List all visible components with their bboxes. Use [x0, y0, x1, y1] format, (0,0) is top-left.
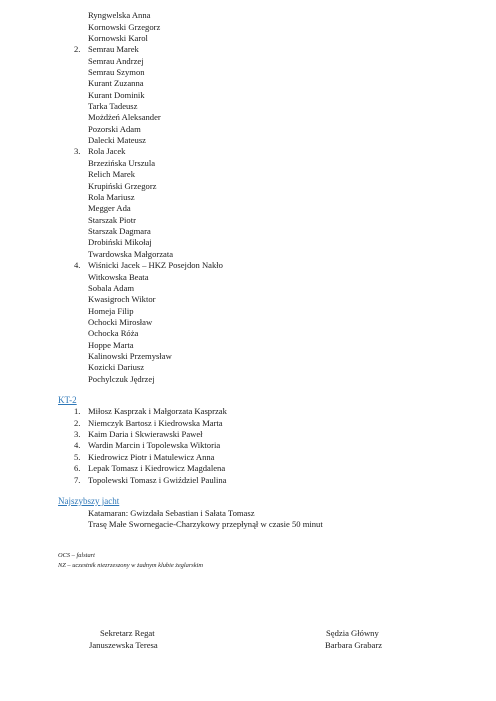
crew-name: Kwasigroch Wiktor: [88, 294, 156, 304]
result-entry: Topolewski Tomasz i Gwiździel Paulina: [88, 475, 227, 485]
crew-name: Rola Jacek: [88, 146, 126, 156]
crew-name: Starszak Dagmara: [88, 226, 151, 236]
result-number: 7.: [74, 475, 81, 485]
secretary-name: Januszewska Teresa: [89, 640, 158, 650]
section-heading-fastest-yacht: Najszybszy jacht: [58, 496, 120, 506]
crew-name: Ochocka Róża: [88, 328, 139, 338]
result-number: 4.: [74, 440, 81, 450]
result-entry: Kiedrowicz Piotr i Matulewicz Anna: [88, 452, 215, 462]
crew-name: Dalecki Mateusz: [88, 135, 146, 145]
result-number: 2.: [74, 418, 81, 428]
crew-name: Kozicki Dariusz: [88, 362, 145, 372]
note-ocs: OCS – falstart: [58, 552, 95, 559]
result-entry: Kaim Daria i Skwierawski Paweł: [88, 429, 203, 439]
crew-name: Relich Marek: [88, 169, 136, 179]
crew-name: Kalinowski Przemysław: [88, 351, 172, 361]
crew-number: 2.: [74, 44, 81, 54]
crew-name: Homeja Filip: [88, 306, 134, 316]
crew-name: Rola Mariusz: [88, 192, 135, 202]
crew-name: Drobiński Mikołaj: [88, 237, 152, 247]
result-number: 6.: [74, 463, 81, 473]
fastest-yacht-time: Trasę Małe Swornegacie-Charzykowy przepłynął w czasie 50 minut: [88, 519, 323, 529]
crew-name: Starszak Piotr: [88, 215, 136, 225]
crew-name: Hoppe Marta: [88, 340, 134, 350]
result-entry: Niemczyk Bartosz i Kiedrowska Marta: [88, 418, 223, 428]
crew-name: Pozorski Adam: [88, 124, 141, 134]
crew-name: Kurant Zuzanna: [88, 78, 144, 88]
crew-name: Krupiński Grzegorz: [88, 181, 157, 191]
result-entry: Lepak Tomasz i Kiedrowicz Magdalena: [88, 463, 226, 473]
crew-name: Semrau Szymon: [88, 67, 145, 77]
crew-name: Twardowska Małgorzata: [88, 249, 174, 259]
crew-name: Witkowska Beata: [88, 272, 149, 282]
crew-name: Semrau Andrzej: [88, 56, 144, 66]
crew-number: 3.: [74, 146, 81, 156]
crew-name: Wiśnicki Jacek – HKZ Posejdon Nakło: [88, 260, 223, 270]
crew-name: Brzezińska Urszula: [88, 158, 156, 168]
result-number: 3.: [74, 429, 81, 439]
result-entry: Wardin Marcin i Topolewska Wiktoria: [88, 440, 221, 450]
crew-name: Tarka Tadeusz: [88, 101, 138, 111]
crew-name: Ryngwelska Anna: [88, 10, 151, 20]
judge-title: Sędzia Główny: [326, 628, 379, 638]
crew-name: Kurant Dominik: [88, 90, 145, 100]
note-nz: NZ – uczestnik niezrzeszony w żadnym klubie żeglarskim: [58, 562, 204, 569]
fastest-yacht-crew: Katamaran: Gwizdała Sebastian i Sałata Tomasz: [88, 508, 255, 518]
crew-number: 4.: [74, 260, 81, 270]
crew-name: Semrau Marek: [88, 44, 139, 54]
secretary-title: Sekretarz Regat: [100, 628, 155, 638]
result-entry: Miłosz Kasprzak i Małgorzata Kasprzak: [88, 406, 227, 416]
section-heading-kt2: KT-2: [58, 395, 77, 405]
crew-name: Kornowski Grzegorz: [88, 22, 161, 32]
result-number: 1.: [74, 406, 81, 416]
crew-name: Ochocki Mirosław: [88, 317, 153, 327]
crew-name: Możdżeń Aleksander: [88, 112, 161, 122]
judge-name: Barbara Grabarz: [325, 640, 383, 650]
result-number: 5.: [74, 452, 81, 462]
crew-name: Megger Ada: [88, 203, 131, 213]
crew-name: Pochylczuk Jędrzej: [88, 374, 155, 384]
crew-name: Sobala Adam: [88, 283, 135, 293]
crew-name: Kornowski Karol: [88, 33, 148, 43]
